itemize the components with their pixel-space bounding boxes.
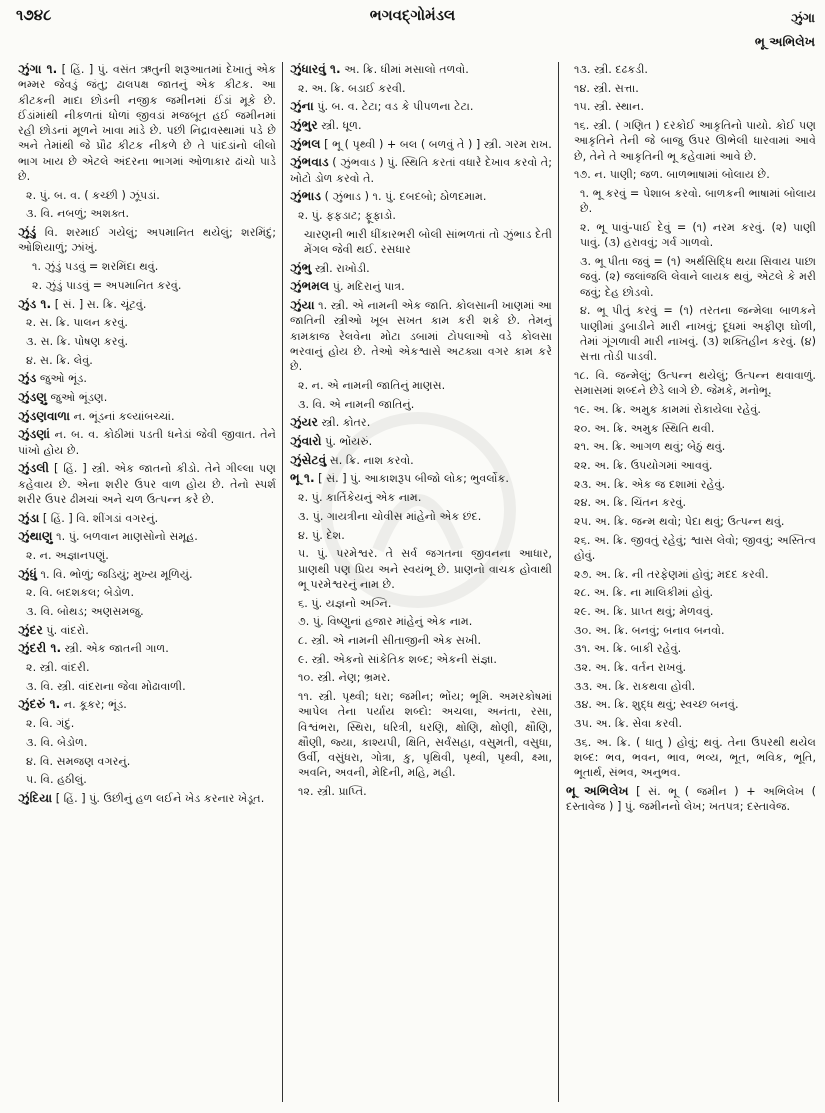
headword: ઝુંડણાં bbox=[18, 427, 50, 442]
dictionary-entry bbox=[290, 118, 552, 133]
headword: ઝુંના bbox=[290, 99, 314, 114]
headword: ઝુંભુ bbox=[290, 260, 312, 275]
definition-text: ૨૯. અ. ક્રિ. પ્રાપ્ત થવું; મેળવવું. bbox=[574, 605, 714, 619]
definition-text: [ સં. ભૂ ( જમીન ) + અભિલેખ ( દસ્તાવેજ ) ] પું. જમીનનો લેખ; ખતપત્ર; દસ્તાવેજ. bbox=[566, 785, 816, 814]
entry-sense bbox=[566, 533, 816, 564]
definition-text: ૨. પું. ફફડાટ; ફૂફાડો. bbox=[298, 209, 396, 223]
definition-text: સ્ત્રી. એક જાતની ગાળ. bbox=[61, 642, 169, 656]
headword: ભૂ અભિલેખ bbox=[566, 784, 629, 799]
headword: ઝુંડ ૧. bbox=[18, 296, 52, 311]
definition-text: જુઓ ભૂંડણ. bbox=[46, 390, 108, 404]
headword: ઝુંભલ bbox=[290, 136, 321, 151]
definition-text: ૭. પું. વિષ્ણુનાં હજાર માંહેનું એક નામ. bbox=[298, 615, 473, 629]
entry-sense bbox=[566, 118, 816, 164]
definition-text: ૨. પું. બ. વ. ( કચ્છી ) ઝૂંપડાં. bbox=[26, 188, 160, 202]
dictionary-entry bbox=[290, 415, 552, 430]
entry-sense bbox=[566, 458, 816, 473]
definition-text: ( ઝુંભાડ ) ૧. પું. દબદબો; ઠોળદમામ. bbox=[321, 190, 487, 204]
entry-sense bbox=[566, 495, 816, 510]
definition-text: ૨૦. અ. ક્રિ. અમુક સ્થિતિ થવી. bbox=[574, 421, 715, 435]
entry-sense bbox=[18, 754, 276, 769]
definition-text: ૨૪. અ. ક્રિ. ચિંતન કરવું. bbox=[574, 496, 687, 510]
headword: ઝુંડલી bbox=[18, 461, 50, 476]
headword: ઝુંદિયા bbox=[18, 790, 53, 805]
definition-text: અ. ક્રિ. ધીમાં મસાલો તળવો. bbox=[340, 63, 469, 76]
definition-text: ૪. સ. ક્રિ. લેવું. bbox=[26, 353, 93, 367]
definition-text: ૨૫. અ. ક્રિ. જન્મ થવો; પેદા થવું; ઉત્પન્ન થવું. bbox=[574, 514, 785, 528]
entry-sense bbox=[18, 772, 276, 787]
entry-sense bbox=[566, 641, 816, 656]
definition-text: ૧૬. સ્ત્રી. ( ગણિત ) દરકોઈ આકૃતિનો પાયો. કોઈ પણ આકૃતિને તેની જે બાજુ ઉપર ઊભેલી ધારવામાં આવે છે, તેને તે આકૃતિની ભૂ કહેવામાં આવે છે. bbox=[574, 119, 816, 163]
entry-sense bbox=[290, 208, 552, 223]
headword: ભૂ ૧. bbox=[290, 471, 315, 486]
headword: ઝુંડા bbox=[18, 510, 40, 525]
entry-sense bbox=[290, 633, 552, 648]
definition-text: ૩. વિ. એ નામની જાતિનું. bbox=[298, 397, 415, 411]
definition-text: ૧. પું. બળવાન માણસોનો સમૂહ. bbox=[52, 530, 198, 544]
headword: ઝુંડણવાળા bbox=[18, 408, 71, 423]
entry-sense bbox=[566, 220, 816, 251]
definition-text: ૩૪. અ. ક્રિ. શુદ્ધ થવું; સ્વચ્છ બનવું. bbox=[574, 698, 739, 712]
entry-sense bbox=[18, 548, 276, 563]
definition-text: ૧૯. અ. ક્રિ. અમુક કામમાં રોકાયેલા રહેવું. bbox=[574, 402, 761, 416]
definition-text: ૧૫. સ્ત્રી. સ્થાન. bbox=[574, 100, 645, 114]
definition-text: ૧. ઝુંડું પડવું = શરમિંદા થવું. bbox=[32, 260, 159, 274]
entry-sense bbox=[566, 604, 816, 619]
dictionary-entry bbox=[18, 225, 276, 256]
definition-text: ૧૮. વિ. જન્મેલું; ઉત્પન્ન થયેલું; ઉત્પન્ન થવાવાળું. સમાસમાં શબ્દને છેડે લાગે છે. જેમકે, મનોભૂ. bbox=[574, 368, 816, 398]
definition-text: સ્ત્રી. ધૂળ. bbox=[317, 119, 362, 133]
definition-text: ૩૩. અ. ક્રિ. રાકથવા હોવી. bbox=[574, 679, 696, 693]
entry-sense bbox=[290, 227, 552, 258]
entry-sense bbox=[290, 509, 552, 524]
definition-text: ન. બ. વ. કોઠીમાં પડતી ધનેડાં જેવી જીવાત. તેને પાંખો હોય છે. bbox=[18, 428, 276, 457]
definition-text: ૧૧. સ્ત્રી. પૃથ્વી; ધરા; જમીન; ભોંય; ભૂમિ. અમરકોષમાં આપેલ તેના પર્યાય શબ્દો: અચલા, અનંતા, રસા, વિશ્વંભરા, સ્થિરા, ધરિત્રી, ધરણિ, ક્ષોણિ, ક્ષોણી, ક્ષૌણિ, ક્ષૌણી, જ્યા, કાશ્યપી, ક્ષિતિ, સર્વંસહા, વસુમતી, વસુધા, ઉર્વી, વસુંધરા, ગોત્રા, કુ, પૃથિવી, પૃથ્વી, પૃથ્વી, ક્ષ્મા, અવનિ, અવની, મેદિની, મહિ, મહી. bbox=[298, 689, 552, 780]
headword: ઝુંદર bbox=[18, 622, 43, 637]
dictionary-entry bbox=[18, 390, 276, 405]
definition-text: ૩. ભૂ પીતા જવું = (૧) અર્થસિદ્ધિ થયા સિવાય પાછા જવું. (૨) જલાંજલિ લેવાને લાયક થવું, એટલે કે મરી જવું; દેહ છોડવો. bbox=[580, 255, 816, 299]
entry-sense bbox=[566, 735, 816, 781]
column-divider bbox=[282, 62, 283, 1102]
entry-sense bbox=[290, 546, 552, 592]
entry-sense bbox=[566, 99, 816, 114]
definition-text: પું. વાંદરો. bbox=[42, 623, 89, 637]
definition-text: ૧. ભૂ કરવું = પેશાબ કરવો. બાળકની ભાષામાં બોલાય છે. bbox=[580, 187, 816, 216]
entry-sense bbox=[18, 604, 276, 619]
entry-sense bbox=[566, 81, 816, 96]
guide-word-last: ભૂ અભિલેખ bbox=[754, 34, 815, 49]
entry-sense bbox=[290, 784, 552, 799]
dictionary-entry bbox=[18, 427, 276, 458]
dictionary-entry bbox=[18, 371, 276, 386]
definition-text: ૫. પું. પરમેશ્વર. તે સર્વ જગતના જીવનના આધાર, પ્રાણથી પણ પ્રિય અને સ્વયંભૂ છે. પ્રાણનો વાચક હોવાથી ભૂ પરમેશ્વરનું નામ છે. bbox=[298, 547, 552, 591]
definition-text: ૩૬. અ. ક્રિ. ( ધાતુ ) હોવું; થવું. તેના ઉપરથી થયેલ શબ્દ: ભવ, ભવન, ભાવ, ભવ્ય, ભૂત, ભવિક, ભૂતિ, ભૂતાર્થ, સંભવ, અનુભવ. bbox=[574, 735, 816, 780]
definition-text: ૧૪. સ્ત્રી. સત્તા. bbox=[574, 81, 639, 95]
entry-sense bbox=[18, 315, 276, 330]
entry-column bbox=[290, 62, 552, 1107]
entry-sense bbox=[290, 652, 552, 667]
entry-sense bbox=[566, 439, 816, 454]
definition-text: [ હિં. ] વિ. શીંગડાં વગરનું. bbox=[39, 511, 159, 525]
entry-sense bbox=[18, 353, 276, 368]
definition-text: ૪. વિ. સમજણ વગરનું. bbox=[26, 754, 131, 768]
entry-sense bbox=[290, 81, 552, 96]
headword: ઝુંદરું ૧. bbox=[18, 697, 61, 712]
entry-sense bbox=[18, 679, 276, 694]
entry-sense bbox=[18, 716, 276, 731]
entry-sense bbox=[566, 697, 816, 712]
definition-text: ૧૩. સ્ત્રી. દઢકડી. bbox=[574, 63, 648, 76]
headword: ઝુંભાડ bbox=[290, 189, 322, 204]
definition-text: પું. મદિરાનું પાત્ર. bbox=[329, 280, 405, 294]
definition-text: [ ભૂ ( પૃથ્વી ) + બલ ( બળવું તે ) ] સ્ત્રી. ગરમ રાખ. bbox=[320, 137, 552, 151]
definition-text: ૩. વિ. બોથડ; અણસમજુ. bbox=[26, 605, 144, 619]
definition-text: સ. ક્રિ. નાશ કરવો. bbox=[326, 453, 414, 467]
entry-sense bbox=[566, 679, 816, 694]
headword: ઝુંડું bbox=[18, 225, 37, 240]
headword: ઝુંભુર bbox=[290, 118, 318, 133]
headword: ઝુંડ bbox=[18, 371, 37, 386]
entry-sense bbox=[290, 378, 552, 393]
definition-text: પું. ભોંયરું. bbox=[321, 435, 373, 449]
definition-text: ૫. વિ. હઠીલું. bbox=[26, 773, 87, 787]
definition-text: ૩. સ. ક્રિ. પોષણ કરવું. bbox=[26, 334, 129, 348]
dictionary-entry bbox=[290, 453, 552, 468]
entry-sense bbox=[18, 334, 276, 349]
dictionary-entry bbox=[18, 641, 276, 656]
dictionary-entry bbox=[18, 697, 276, 712]
definition-text: ૨. વિ. બદશકલ; બેડોળ. bbox=[26, 586, 135, 600]
dictionary-entry bbox=[290, 434, 552, 449]
definition-text: ૩. વિ. બેડોળ. bbox=[26, 735, 88, 749]
page-header bbox=[0, 4, 825, 60]
dictionary-entry bbox=[290, 137, 552, 152]
entry-sense bbox=[566, 716, 816, 731]
definition-text: ૩૧. અ. ક્રિ. બાકી રહેવું. bbox=[574, 642, 682, 656]
definition-text: ૨૭. અ. ક્રિ. ની તરફેણમાં હોવું; મદદ કરવી. bbox=[574, 567, 769, 581]
dictionary-entry bbox=[18, 62, 276, 184]
headword: ઝુંસેટવું bbox=[290, 452, 327, 467]
dictionary-entry bbox=[290, 155, 552, 186]
dictionary-entry bbox=[290, 261, 552, 276]
dictionary-entry bbox=[18, 511, 276, 526]
dictionary-entry bbox=[18, 461, 276, 507]
entry-sense bbox=[18, 206, 276, 221]
entry-sense bbox=[290, 670, 552, 685]
definition-text: [ સં. ] પું. આકાશરૂપ બીજો લોક; ભુવર્લોક. bbox=[314, 472, 509, 486]
dictionary-entry bbox=[18, 409, 276, 424]
entry-sense bbox=[18, 259, 276, 274]
column-divider bbox=[558, 62, 559, 1102]
definition-text: ૩૦. અ. ક્રિ. બનવું; બનાવ બનવો. bbox=[574, 623, 725, 637]
guide-words bbox=[755, 6, 815, 54]
dictionary-entry bbox=[18, 529, 276, 544]
entry-sense bbox=[566, 254, 816, 300]
definition-text: ૩૫. અ. ક્રિ. સેવા કરવી. bbox=[574, 717, 683, 731]
entry-sense bbox=[290, 490, 552, 505]
entry-sense bbox=[18, 660, 276, 675]
definition-text: ૯. સ્ત્રી. એકનો સાંકેતિક શબ્દ; એકની સંજ્ઞા. bbox=[298, 652, 497, 666]
entry-sense bbox=[290, 596, 552, 611]
entry-sense bbox=[566, 186, 816, 217]
definition-text: ૨૨. અ. ક્રિ. ઉપયોગમાં આવવું. bbox=[574, 458, 713, 472]
definition-text: પું. બ. વ. ટેટા; વડ કે પીપળના ટેટા. bbox=[313, 100, 474, 114]
dictionary-entry bbox=[290, 279, 552, 294]
dictionary-entry bbox=[290, 62, 552, 77]
entry-sense bbox=[566, 421, 816, 436]
entry-sense bbox=[566, 477, 816, 492]
guide-word-first: ઝુંગા bbox=[790, 10, 815, 25]
definition-text: ૨. વિ. ગંદું. bbox=[26, 717, 75, 731]
definition-text: ૮. સ્ત્રી. એ નામની સીતાજીની એક સખી. bbox=[298, 633, 482, 647]
entry-sense bbox=[566, 660, 816, 675]
entry-sense bbox=[18, 735, 276, 750]
headword: ઝુંગા ૧. bbox=[18, 62, 58, 76]
definition-text: સ્ત્રી. કોતર. bbox=[317, 416, 371, 430]
dictionary-entry bbox=[290, 99, 552, 114]
definition-text: ૨. ઝુંડું પાડવું = અપમાનિત કરવું. bbox=[32, 278, 182, 292]
entry-sense bbox=[566, 623, 816, 638]
entry-sense bbox=[566, 585, 816, 600]
entry-column bbox=[566, 62, 816, 1107]
definition-text: [ સં. ] સ. ક્રિ. ચૂંટવું. bbox=[51, 297, 147, 311]
definition-text: ૨. ભૂ પાવું-પાઈ દેવું = (૧) નરમ કરવું. (૨) પાણી પાવું. (૩) હરાવવું; ગર્વ ગાળવો. bbox=[580, 221, 816, 250]
definition-text: ન. ભૂંડનાં કલ્યાંબચ્ચાં. bbox=[70, 409, 175, 423]
definition-text: ૪. ભૂ પીતું કરવું = (૧) તરતના જન્મેલા બાળકને પાણીમાં ડુબાડીને મારી નાખવું; દૂધમાં અફીણ ઘોળી, તેમાં ગૂંગળાવી મારી નાખવું. (૩) શક્તિહીન કરવું. (૪) સત્તા તોડી પાડવી. bbox=[580, 304, 816, 364]
page-title: ભગવદ્ગોમંડલ bbox=[369, 6, 456, 24]
entry-sense bbox=[18, 278, 276, 293]
headword: ઝુંવારો bbox=[290, 434, 322, 449]
entry-sense bbox=[566, 567, 816, 582]
definition-text: ૨૩. અ. ક્રિ. એક જ દશામાં રહેવું. bbox=[574, 477, 726, 491]
definition-text: ૩૨. અ. ક્રિ. વર્તન રાખવું. bbox=[574, 661, 687, 675]
definition-text: ૪. પું. દેશ. bbox=[298, 528, 345, 542]
definition-text: ૧૦. સ્ત્રી. નેણ; ભ્રમર. bbox=[298, 671, 391, 685]
headword: ઝુંધારવું ૧. bbox=[290, 62, 341, 76]
definition-text: વિ. શરમાઈ ગયેલું; અપમાનિત થયેલું; શરમિંદું; ઓશિયાળું; ઝાંખું. bbox=[18, 226, 276, 255]
entry-sense bbox=[18, 585, 276, 600]
definition-text: ૩. વિ. સ્ત્રી. વાંદરાના જેવા મોઢાવાળી. bbox=[26, 679, 186, 693]
entry-sense bbox=[290, 614, 552, 629]
headword: ઝુંથાણુ bbox=[18, 529, 53, 544]
definition-text: સ્ત્રી. રાખોડી. bbox=[311, 261, 370, 275]
definition-text: ૩. વિ. નબળું; અશક્ત. bbox=[26, 207, 129, 221]
page-number: ૧૭૪૮ bbox=[16, 6, 52, 24]
definition-text: [ હિં. ] પું. ઉછીનું હળ લઈને ખેડ કરનાર ખેડૂત. bbox=[52, 791, 265, 805]
entry-sense bbox=[566, 303, 816, 364]
definition-text: ૨. ન. અજ્ઞાનપણું. bbox=[26, 548, 109, 562]
dictionary-entry bbox=[18, 567, 276, 582]
dictionary-entry bbox=[18, 623, 276, 638]
headword: ઝુંધું bbox=[18, 566, 37, 581]
definition-text: ૧૭. ન. પાણી; જળ. બાળભાષામાં બોલાય છે. bbox=[574, 168, 770, 182]
definition-text: ૨. પું. કાર્તિકેયનું એક નામ. bbox=[298, 491, 422, 505]
entry-sense bbox=[566, 402, 816, 417]
entry-sense bbox=[18, 188, 276, 203]
entry-sense bbox=[290, 528, 552, 543]
definition-text: ૨. સ્ત્રી. વાંદરી. bbox=[26, 661, 90, 675]
definition-text: ( ઝુંભવાડ ) પું. સ્થિતિ કરતાં વધારે દેખાવ કરવો તે; ખોટો ડોળ કરવો તે. bbox=[290, 156, 552, 185]
entry-sense bbox=[290, 689, 552, 781]
definition-text: ન. કૂકર; ભૂંડ. bbox=[60, 698, 127, 712]
headword: ઝુંયા bbox=[290, 298, 315, 313]
entry-sense bbox=[566, 167, 816, 182]
headword: ઝુંડણુ bbox=[18, 389, 47, 404]
dictionary-entry bbox=[290, 298, 552, 374]
definition-text: ૨. ન. એ નામની જાતિનું માણસ. bbox=[298, 379, 446, 393]
definition-text: [ હિં. ] પું. વસંત ઋતુની શરૂઆતમાં દેખાતું એક ભમ્મર જેવડું જંતુ; ઢાલપક્ષ જાતનું એક કીટક. આ કીટકની માદા છોડની નજીક જમીનમાં ઈંડાં મૂકે છે. ઈંડાંમાંથી નીકળતાં ધોળાં જીવડાં મજબૂત હઈ જમીનમાં રહી છોડનાં મૂળને ખાવા માંડે છે. પછી નિદ્રાવસ્થામાં પડે છે અને તેમાંથી જે પ્રૌઢ કીટક નીકળે છે તે પાંદડાંનો લીલો ભાગ ખાય છે એટલે અંદરના ભાગમાં ઓળાકાર ઢાંચો પાડે છે. bbox=[18, 63, 276, 184]
headword: ઝુંદરી ૧. bbox=[18, 641, 62, 656]
definition-text: ૨૮. અ. ક્રિ. ના માલિકીમાં હોવું. bbox=[574, 586, 714, 600]
definition-text: ચારણની ભારી ધીંકારભરી બોલી સાંભળતાં તો ઝુંભાડ દેતી મેંગલ જેવી થઈ. રસધાર bbox=[304, 227, 552, 257]
definition-text: ૨૬. અ. ક્રિ. જીવતું રહેવું; શ્વાસ લેવો; જીવવું; અસ્તિત્વ હોવું. bbox=[574, 533, 816, 562]
headword: ઝુંભવાડ bbox=[290, 155, 329, 170]
dictionary-entry bbox=[18, 791, 276, 806]
definition-text: જુઓ ભૂંડ. bbox=[36, 372, 87, 386]
definition-text: ૨. અ. ક્રિ. બડાઈ કરવી. bbox=[298, 81, 406, 95]
dictionary-entry bbox=[290, 471, 552, 486]
definition-text: [ હિં. ] સ્ત્રી. એક જાતનો કીડો. તેને ગીલ્લા પણ કહેવાય છે. એના શરીર ઉપર વાળ હોય છે. તેનો સ્પર્શ શરીર ઉપર ઢીમચાં અને ચળ ઉત્પન્ન કરે છે. bbox=[18, 462, 276, 506]
dictionary-entry bbox=[18, 297, 276, 312]
dictionary-entry bbox=[290, 189, 552, 204]
definition-text: ૬. પું. યજ્ઞનો અગ્નિ. bbox=[298, 596, 392, 610]
headword: ઝુંયર bbox=[290, 415, 318, 430]
entry-sense bbox=[566, 514, 816, 529]
definition-text: ૨. સ. ક્રિ. પાલન કરવું. bbox=[26, 316, 128, 330]
headword: ઝુંભમલ bbox=[290, 279, 330, 294]
definition-text: ૧૨. સ્ત્રી. પ્રાપ્તિ. bbox=[298, 785, 367, 799]
entry-sense bbox=[566, 62, 816, 77]
entry-sense bbox=[566, 368, 816, 399]
entry-column bbox=[18, 62, 276, 1107]
definition-text: ૨૧. અ. ક્રિ. આગળ થવું; બેઠું થવું. bbox=[574, 440, 726, 454]
entry-sense bbox=[290, 397, 552, 412]
dictionary-entry bbox=[566, 784, 816, 815]
definition-text: ૧. સ્ત્રી. એ નામની એક જાતિ. કોલસાની ખાણમાં આ જાતિની સ્ત્રીઓ ખૂબ સખત કામ કરી શકે છે. તેમનું કામકાજ રેલવેના મોટા ડબામાં ટોપલાઓ વડે કોલસા ભરવાનું હોય છે. તેઓ એકશ્વાસે અટક્યા વગર કામ કરે છે. bbox=[290, 299, 552, 374]
definition-text: ૩. પું. ગાયત્રીના ચોવીસ માંહેનો એક છંદ. bbox=[298, 509, 482, 523]
definition-text: ૧. વિ. ભોળું; જડિયું; મુખ્ય મૂળિયું. bbox=[36, 567, 193, 581]
